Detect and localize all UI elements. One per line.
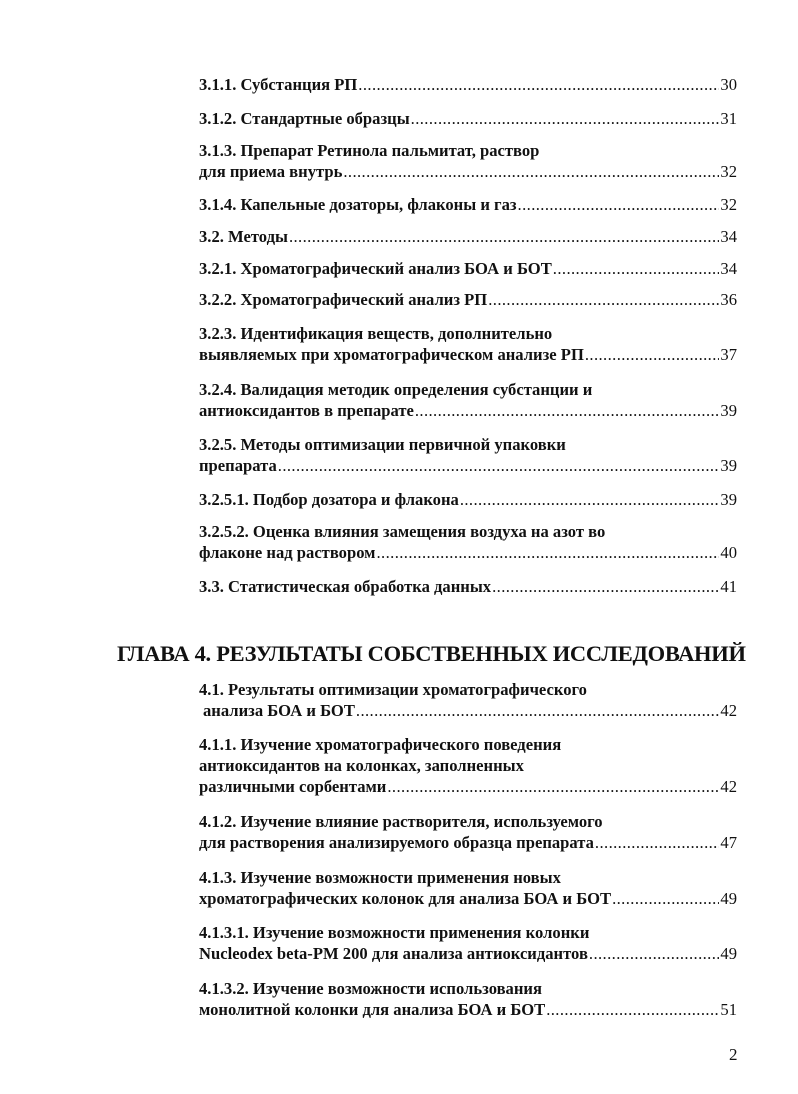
dot-leader — [415, 400, 720, 421]
toc-entry-title: выявляемых при хроматографическом анализе РП — [199, 345, 584, 364]
dot-leader — [377, 542, 720, 563]
dot-leader — [343, 161, 719, 182]
toc-entry[interactable] — [199, 521, 737, 563]
toc-entry[interactable] — [199, 74, 737, 95]
toc-entry-last-line — [199, 258, 737, 279]
toc-entry-last-line — [199, 108, 737, 129]
toc-entry[interactable] — [199, 434, 737, 476]
toc-entry-last-line — [199, 74, 737, 95]
toc-entry[interactable] — [199, 867, 737, 909]
toc-page-number: 32 — [720, 195, 737, 214]
toc-entry-title: 3.1.2. Стандартные образцы — [199, 109, 410, 128]
toc-entry-title: Nucleodex beta-PM 200 для анализа антиоксидантов — [199, 944, 588, 963]
toc-entry[interactable] — [199, 258, 737, 279]
dot-leader — [585, 344, 720, 365]
dot-leader — [387, 776, 719, 797]
toc-entry-line: 4.1.1. Изучение хроматографического поведения — [199, 735, 562, 754]
toc-entry[interactable] — [199, 226, 737, 247]
toc-page-number: 41 — [720, 577, 737, 596]
toc-entry-title: 3.1.4. Капельные дозаторы, флаконы и газ — [199, 195, 517, 214]
toc-entry-title: препарата — [199, 456, 277, 475]
toc-page-number: 42 — [720, 777, 737, 796]
toc-entry[interactable] — [199, 323, 737, 365]
toc-page-number: 34 — [720, 227, 737, 246]
toc-entry-title: 3.2.2. Хроматографический анализ РП — [199, 290, 488, 309]
toc-entry-last-line — [199, 999, 737, 1020]
toc-page-number: 39 — [720, 490, 737, 509]
toc-entry-line: 3.2.5. Методы оптимизации первичной упаковки — [199, 435, 566, 454]
toc-entry-title: антиоксидантов в препарате — [199, 401, 414, 420]
dot-leader — [278, 455, 720, 476]
toc-entry-line: антиоксидантов на колонках, заполненных — [199, 756, 524, 775]
toc-page-number: 39 — [720, 456, 737, 475]
toc-entry[interactable] — [199, 576, 737, 597]
toc-entry-last-line — [199, 943, 737, 964]
toc-entry-line: 4.1. Результаты оптимизации хроматографического — [199, 680, 587, 699]
chapter-heading[interactable]: ГЛАВА 4. РЕЗУЛЬТАТЫ СОБСТВЕННЫХ ИССЛЕДОВАНИЙ — [117, 641, 746, 666]
dot-leader — [612, 888, 719, 909]
toc-entry-line: 3.2.4. Валидация методик определения субстанции и — [199, 380, 593, 399]
toc-entry-last-line — [199, 832, 737, 853]
dot-leader — [589, 943, 720, 964]
dot-leader — [553, 258, 720, 279]
toc-entry[interactable] — [199, 379, 737, 421]
toc-entry-title: 3.2.5.1. Подбор дозатора и флакона — [199, 490, 459, 509]
dot-leader — [356, 700, 720, 721]
toc-entry-last-line — [199, 542, 737, 563]
toc-entry-title: для растворения анализируемого образца препарата — [199, 833, 594, 852]
toc-entry-last-line — [199, 226, 737, 247]
toc-entry-title: различными сорбентами — [199, 777, 387, 796]
toc-page-number: 37 — [720, 345, 737, 364]
toc-page-number: 51 — [720, 1000, 737, 1019]
toc-page-number: 47 — [720, 833, 737, 852]
toc-entry-last-line — [199, 289, 737, 310]
toc-entry-last-line — [199, 400, 737, 421]
toc-entry-line: 3.2.5.2. Оценка влияния замещения воздуха на азот во — [199, 522, 606, 541]
dot-leader — [492, 576, 719, 597]
toc-entry-last-line — [199, 888, 737, 909]
toc-entry-last-line — [199, 344, 737, 365]
toc-entry[interactable] — [199, 140, 737, 182]
dot-leader — [460, 489, 720, 510]
toc-page-number: 49 — [720, 944, 737, 963]
toc-page-number: 42 — [720, 701, 737, 720]
toc-entry[interactable] — [199, 811, 737, 853]
toc-entry-last-line — [199, 161, 737, 182]
toc-entry-title: для приема внутрь — [199, 162, 343, 181]
toc-page-number: 40 — [720, 543, 737, 562]
toc-page-number: 31 — [720, 109, 737, 128]
toc-entry-line: 4.1.2. Изучение влияние растворителя, используемого — [199, 812, 603, 831]
toc-entry[interactable] — [199, 734, 737, 797]
toc-entry[interactable] — [199, 108, 737, 129]
toc-entry-last-line — [199, 489, 737, 510]
toc-page-number: 32 — [720, 162, 737, 181]
toc-entry-line: 3.2.3. Идентификация веществ, дополнительно — [199, 324, 553, 343]
toc-entry-title: 3.3. Статистическая обработка данных — [199, 577, 492, 596]
toc-entry-line: 4.1.3.1. Изучение возможности применения колонки — [199, 923, 590, 942]
toc-entry-title: хроматографических колонок для анализа БОА и БОТ — [199, 889, 612, 908]
toc-entry[interactable] — [199, 289, 737, 310]
toc-entry-last-line — [199, 576, 737, 597]
toc-page-number: 30 — [720, 75, 737, 94]
toc-entry-title: 3.1.1. Субстанция РП — [199, 75, 358, 94]
toc-entry[interactable] — [199, 489, 737, 510]
toc-entry-last-line — [199, 194, 737, 215]
toc-entry[interactable] — [199, 194, 737, 215]
toc-entry-title: анализа БОА и БОТ — [203, 701, 355, 720]
toc-page-number: 49 — [720, 889, 737, 908]
toc-entry-line: 3.1.3. Препарат Ретинола пальмитат, раствор — [199, 141, 540, 160]
dot-leader — [595, 832, 719, 853]
page-number: 2 — [729, 1045, 738, 1064]
toc-entry-title: флаконе над раствором — [199, 543, 376, 562]
toc-entry-title: 3.2. Методы — [199, 227, 288, 246]
toc-entry-line: 4.1.3.2. Изучение возможности использования — [199, 979, 542, 998]
dot-leader — [289, 226, 719, 247]
toc-entry[interactable] — [199, 679, 737, 721]
toc-page-number: 34 — [720, 259, 737, 278]
toc-entry-title: монолитной колонки для анализа БОА и БОТ — [199, 1000, 546, 1019]
toc-entry[interactable] — [199, 922, 737, 964]
dot-leader — [488, 289, 719, 310]
dot-leader — [411, 108, 720, 129]
toc-page-number: 36 — [720, 290, 737, 309]
dot-leader — [358, 74, 719, 95]
dot-leader — [546, 999, 719, 1020]
toc-entry-last-line — [199, 776, 737, 797]
dot-leader — [518, 194, 720, 215]
toc-entry-title: 3.2.1. Хроматографический анализ БОА и БОТ — [199, 259, 552, 278]
toc-entry[interactable] — [199, 978, 737, 1020]
toc-entry-last-line — [199, 700, 737, 721]
toc-entry-line: 4.1.3. Изучение возможности применения новых — [199, 868, 561, 887]
toc-entry-last-line — [199, 455, 737, 476]
toc-page-number: 39 — [720, 401, 737, 420]
